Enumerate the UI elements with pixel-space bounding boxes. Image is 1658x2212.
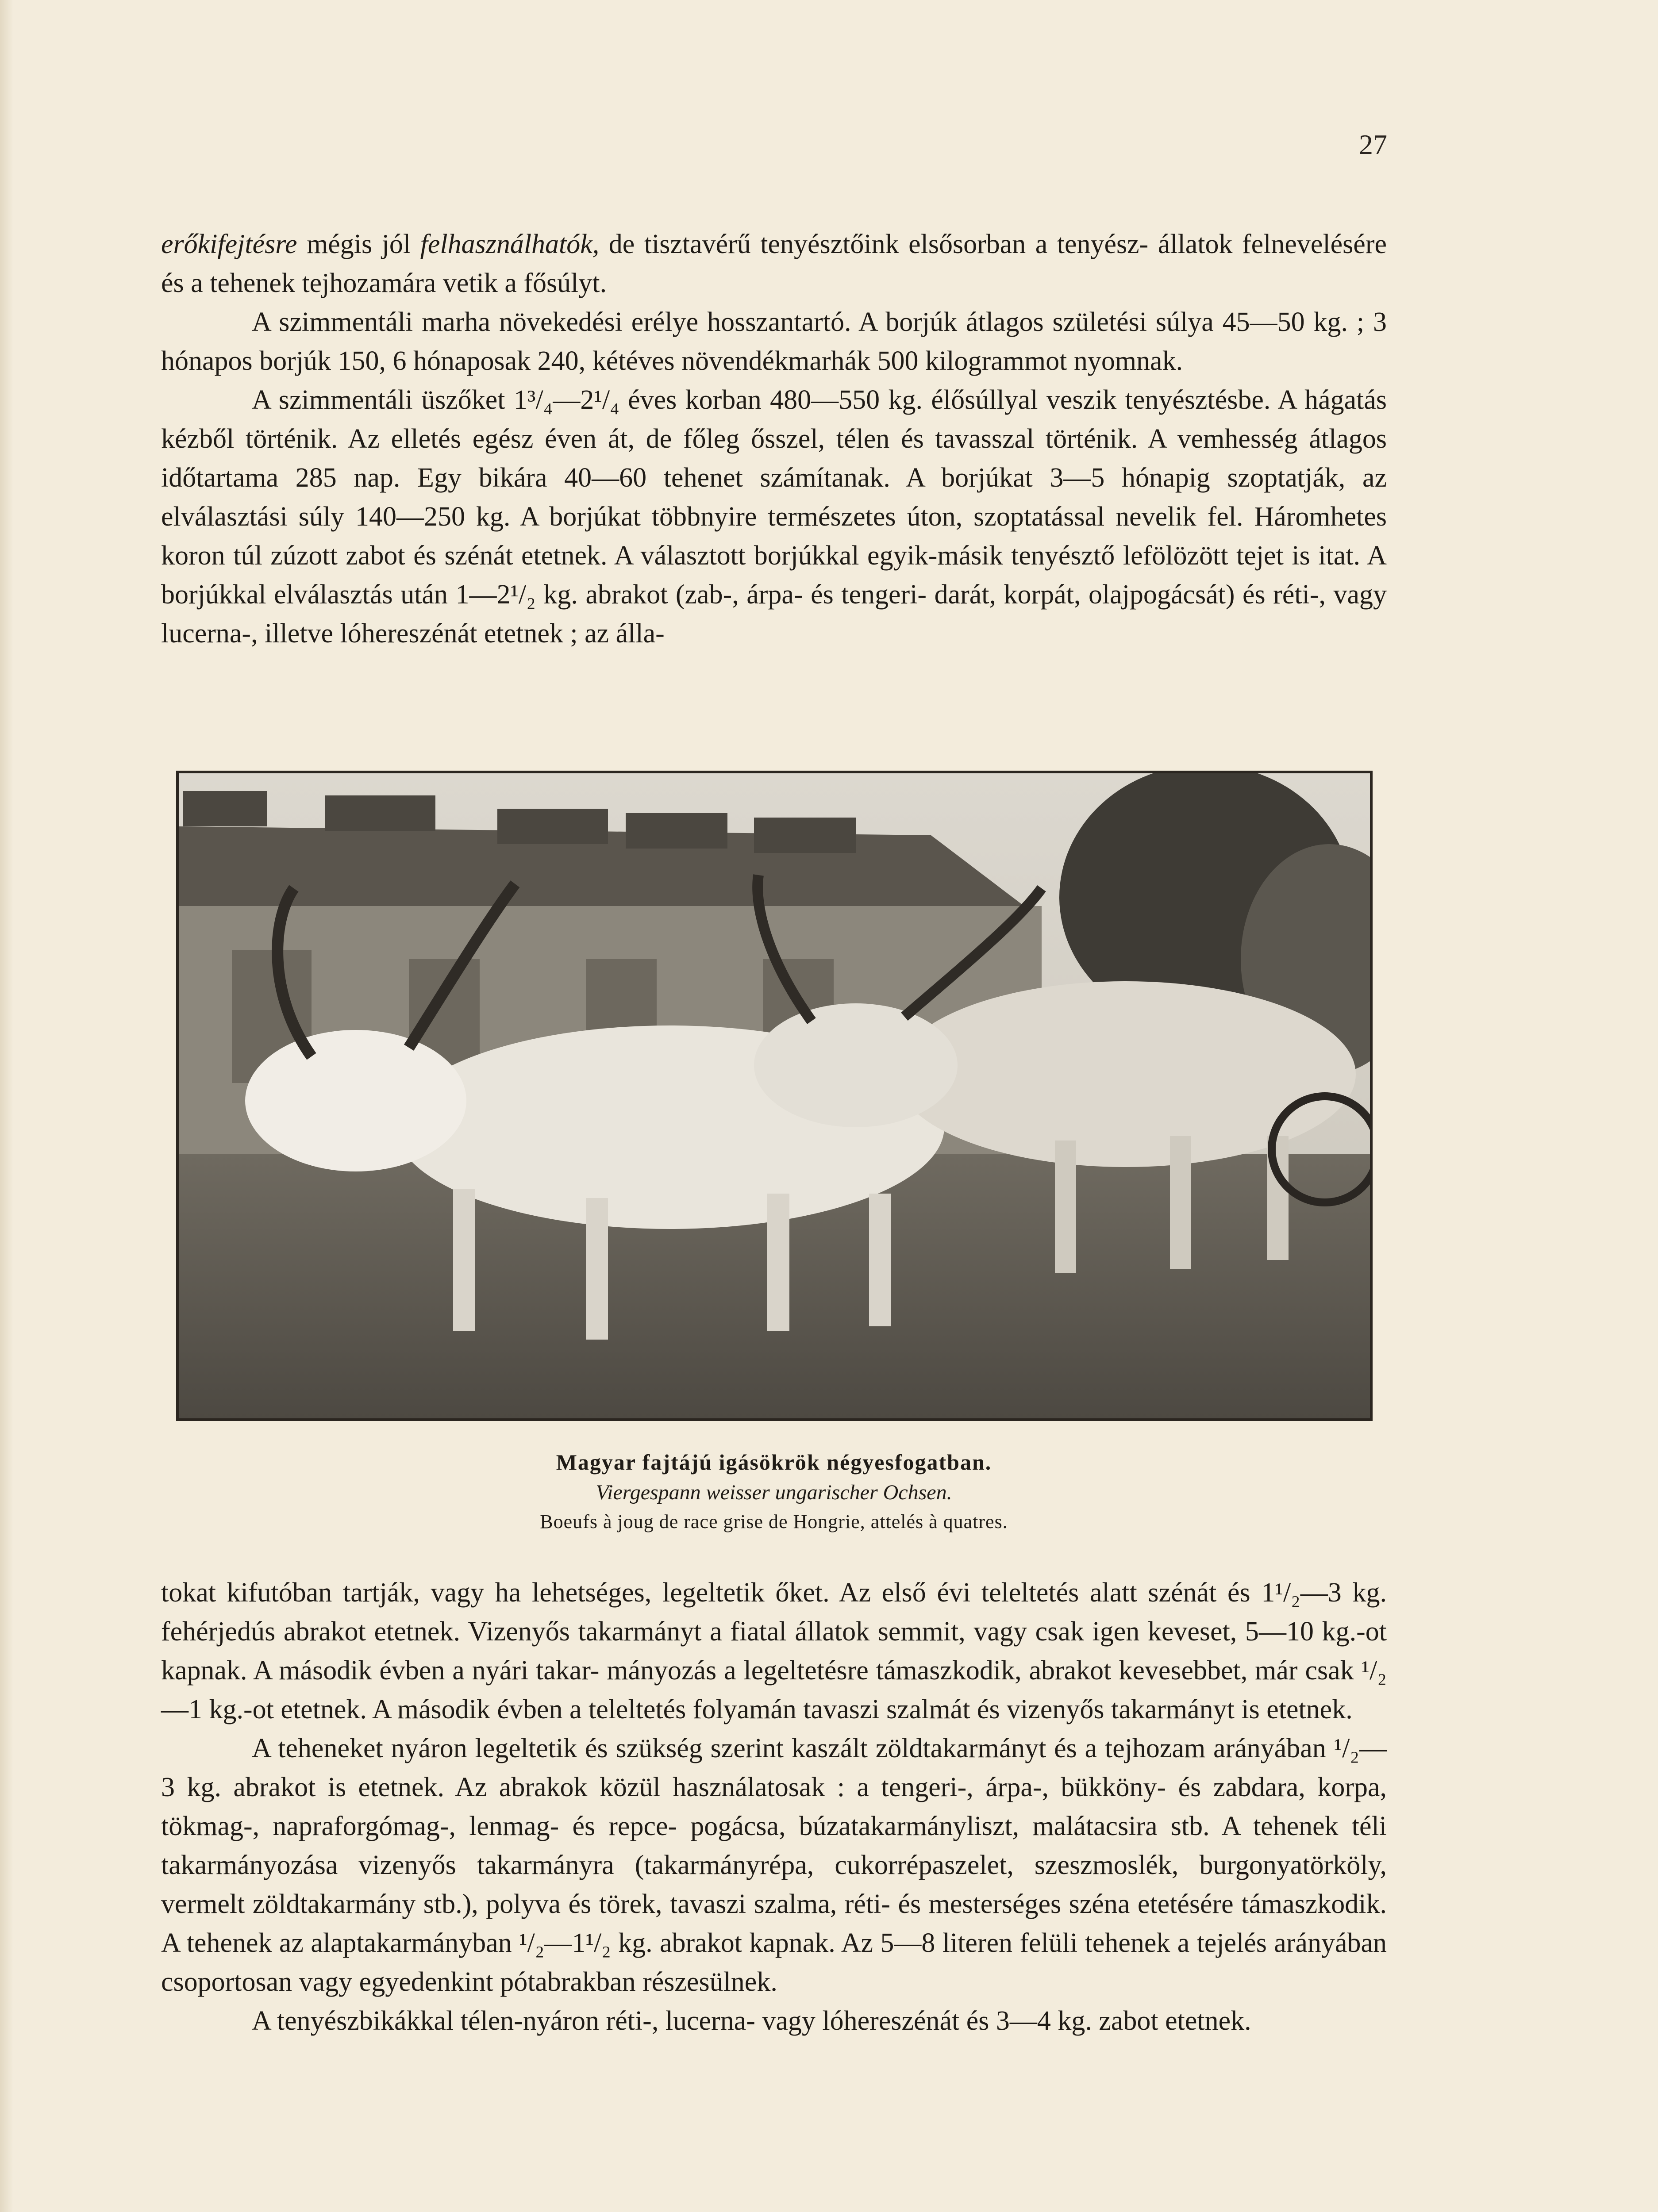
caption-german: Viergespann weisser ungarischer Ochsen. [596,1481,952,1504]
paragraph-breeding: A szimmentáli üszőket 1³/₄—2¹/₄ éves korban 480—550 kg. élősúllyal veszik tenyésztésbe. A hágatás kézből történik. Az elletés egész éven át, de főleg ősszel, télen és tavasszal történik. A vemhesség átlagos időtartama 285 nap. Egy bikára 40—60 tehenet számítanak. A borjúkat 3—5 hónapig szoptatják, az elválasztási súly 140—250 kg. A borjúkat többnyire természetes úton, szoptatással nevelik fel. Háromhetes koron túl zúzott zabot és szénát etetnek. A választott borjúkkal egyik-másik tenyésztő lefölözött tejet is itat. A borjúkkal elválasztás után 1—2¹/₂ kg. abrakot (zab-, árpa- és tengeri- darát, korpát, olajpogácsát) és réti-, vagy lucerna-, illetve lóhereszénát etetnek ; az álla- [161,385,1387,649]
text-run: de tisztavérű tenyésztőink elsősorban a tenyész- állatok felnevelésére és a tehenek tejhozamára vetik a fősúlyt. [161,229,1387,298]
text-block-bottom [161,1573,1387,2040]
oxen-photograph [176,771,1373,1421]
text-block-top [161,225,1387,653]
paragraph-young-stock: tokat kifutóban tartják, vagy ha lehetséges, legeltetik őket. Az első évi teleltetés alatt szénát és 1¹/₂—3 kg. fehérjedús abrakot etetnek. Vizenyős takarmányt a fiatal állatok semmit, vagy csak igen keveset, 5—10 kg.-ot kapnak. A második évben a nyári takar- mányozás a legeltetésre támaszkodik, abrakot kevesebbet, már csak ¹/₂—1 kg.-ot etetnek. A második évben a teleltetés folyamán tavaszi szalmát és vizenyős takarmányt is etetnek. [161,1578,1387,1724]
paragraph-bulls: A tenyészbikákkal télen-nyáron réti-, lucerna- vagy lóhereszénát és 3—4 kg. zabot etetnek. [252,2006,1251,2036]
page-number: 27 [1359,129,1387,160]
text-run-italic: felhasználhatók, [420,229,600,259]
paragraph-growth: A szimmentáli marha növekedési erélye hosszantartó. A borjúk átlagos születési súlya 45—50 kg. ; 3 hónapos borjúk 150, 6 hónaposak 240, kétéves növendékmarhák 500 kilogrammot nyomnak. [161,307,1387,376]
caption-hungarian: Magyar fajtájú igásökrök négyesfogatban. [556,1450,992,1475]
page-edge [0,0,13,2212]
paragraph-intro [161,225,1387,303]
oxen-photo-illustration [179,773,1370,1418]
caption-french: Boeufs à joug de race grise de Hongrie, attelés à quatres. [540,1511,1008,1532]
text-run: mégis jól [297,229,420,259]
text-run-italic: erőkifejtésre [161,229,297,259]
paragraph-cows: A teheneket nyáron legeltetik és szükség szerint kaszált zöldtakarmányt és a tejhozam arányában ¹/₂—3 kg. abrakot is etetnek. Az abrakok közül használatosak : a tengeri-, árpa-, bükköny- és zabdara, korpa, tökmag-, napraforgómag-, lenmag- és repce- pogácsa, búzatakarmányliszt, malátacsira stb. A tehenek téli takarmányozása vizenyős takarmányra (takarmányrépa, cukorrépaszelet, szeszmoslék, burgonyatörköly, vermelt zöldtakarmány stb.), polyva és törek, tavaszi szalma, réti- és mesterséges széna etetésére támaszkodik. A tehenek az alaptakarmányban ¹/₂—1¹/₂ kg. abrakot kapnak. Az 5—8 literen felüli tehenek a tejelés arányában csoportosan vagy egyedenkint pótabrakban részesülnek. [161,1733,1387,1997]
